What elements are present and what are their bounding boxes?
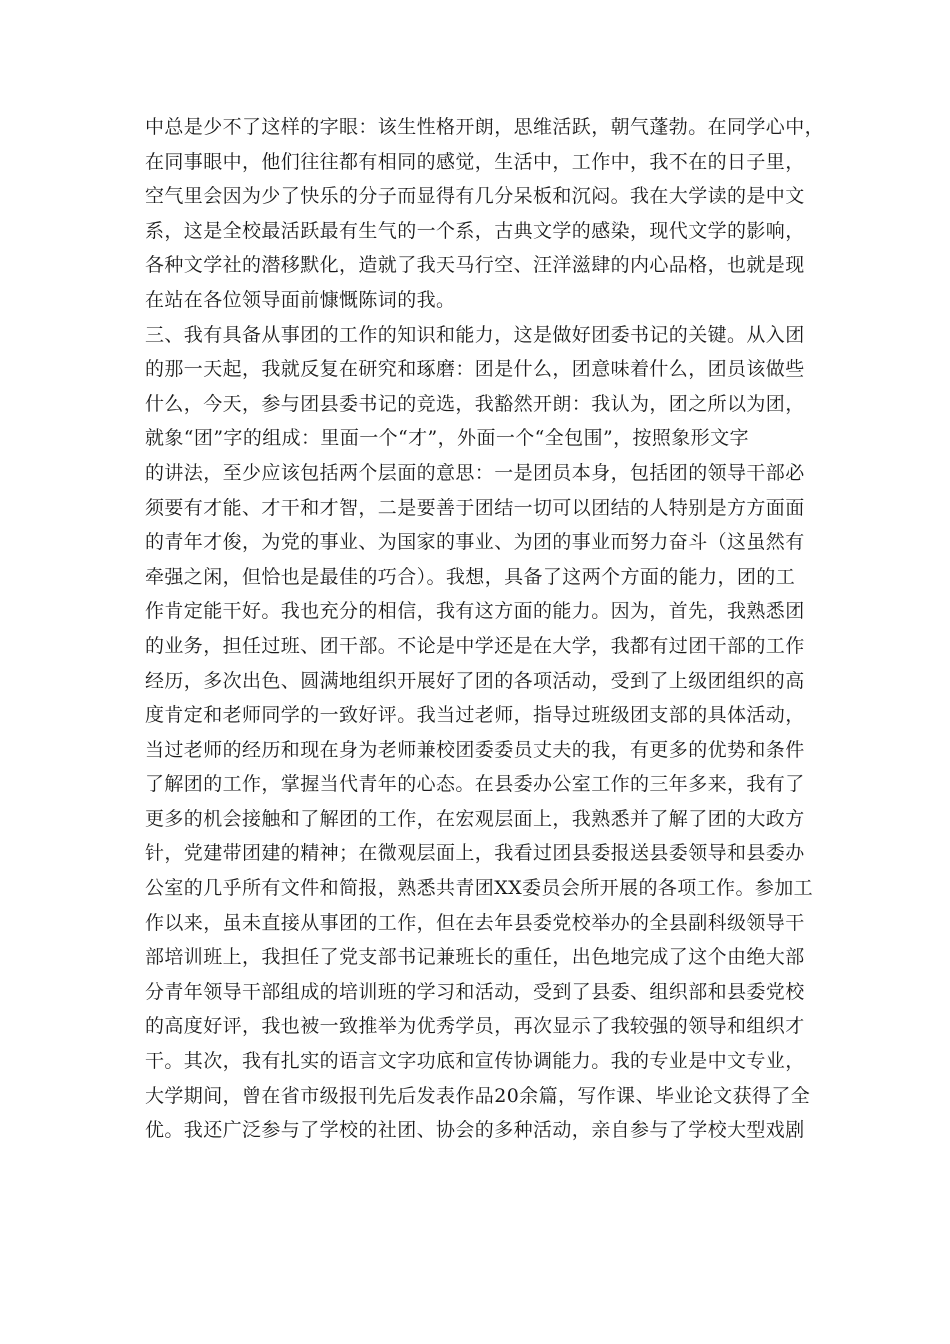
text-line: 的那一天起，我就反复在研究和琢磨：团是什么，团意味着什么，团员该做些 xyxy=(145,358,805,381)
text-line: 作肯定能干好。我也充分的相信，我有这方面的能力。因为，首先，我熟悉团 xyxy=(145,600,805,623)
text-line: 的青年才俊，为党的事业、为国家的事业、为团的事业而努力奋斗（这虽然有 xyxy=(145,531,805,554)
text-line: 的业务，担任过班、团干部。不论是中学还是在大学，我都有过团干部的工作 xyxy=(145,634,805,657)
text-line: 系，这是全校最活跃最有生气的一个系，古典文学的感染，现代文学的影响， xyxy=(145,219,805,242)
text-line: 就象“团”字的组成：里面一个“才”，外面一个“全包围”，按照象形文字 xyxy=(145,427,749,450)
text-line: 在同事眼中，他们往往都有相同的感觉，生活中，工作中，我不在的日子里， xyxy=(145,150,805,173)
text-line: 度肯定和老师同学的一致好评。我当过老师，指导过班级团支部的具体活动， xyxy=(145,704,805,727)
text-line: 的讲法，至少应该包括两个层面的意思：一是团员本身，包括团的领导干部必 xyxy=(145,461,805,484)
text-line: 三、我有具备从事团的工作的知识和能力，这是做好团委书记的关键。从入团 xyxy=(145,323,805,346)
text-line: 牵强之闲，但恰也是最佳的巧合）。我想，具备了这两个方面的能力，团的工 xyxy=(145,565,796,588)
text-line: 在站在各位领导面前慷慨陈词的我。 xyxy=(145,288,456,311)
text-line: 空气里会因为少了快乐的分子而显得有几分呆板和沉闷。我在大学读的是中文 xyxy=(145,185,805,208)
text-line: 优。我还广泛参与了学校的社团、协会的多种活动，亲自参与了学校大型戏剧 xyxy=(145,1119,805,1142)
document-body xyxy=(145,110,825,1148)
text-line: 公室的几乎所有文件和简报，熟悉共青团XX委员会所开展的各项工作。参加工 xyxy=(145,877,814,900)
text-line: 更多的机会接触和了解团的工作，在宏观层面上，我熟悉并了解了团的大政方 xyxy=(145,807,805,830)
text-line: 的高度好评，我也被一致推举为优秀学员，再次显示了我较强的领导和组织才 xyxy=(145,1015,805,1038)
text-line: 各种文学社的潜移默化，造就了我天马行空、汪洋滋肆的内心品格，也就是现 xyxy=(145,254,805,277)
text-line: 部培训班上，我担任了党支部书记兼班长的重任，出色地完成了这个由绝大部 xyxy=(145,946,805,969)
text-line: 大学期间，曾在省市级报刊先后发表作品20余篇，写作课、毕业论文获得了全 xyxy=(145,1084,811,1107)
text-line: 中总是少不了这样的字眼：该生性格开朗，思维活跃，朝气蓬勃。在同学心中， xyxy=(145,116,825,138)
text-line: 针，党建带团建的精神；在微观层面上，我看过团县委报送县委领导和县委办 xyxy=(145,842,805,865)
text-line: 当过老师的经历和现在身为老师兼校团委委员丈夫的我，有更多的优势和条件 xyxy=(145,738,805,761)
text-line: 分青年领导干部组成的培训班的学习和活动，受到了县委、组织部和县委党校 xyxy=(145,980,805,1003)
text-line: 干。其次，我有扎实的语言文字功底和宣传协调能力。我的专业是中文专业， xyxy=(145,1050,805,1073)
text-line: 须要有才能、才干和才智，二是要善于团结一切可以团结的人特别是方方面面 xyxy=(145,496,805,519)
text-line: 作以来，虽未直接从事团的工作，但在去年县委党校举办的全县副科级领导干 xyxy=(145,911,805,934)
text-line: 经历，多次出色、圆满地组织开展好了团的各项活动，受到了上级团组织的高 xyxy=(145,669,805,692)
text-line: 什么，今天，参与团县委书记的竞选，我豁然开朗：我认为，团之所以为团， xyxy=(145,392,805,415)
text-line: 了解团的工作，掌握当代青年的心态。在县委办公室工作的三年多来，我有了 xyxy=(145,773,805,796)
